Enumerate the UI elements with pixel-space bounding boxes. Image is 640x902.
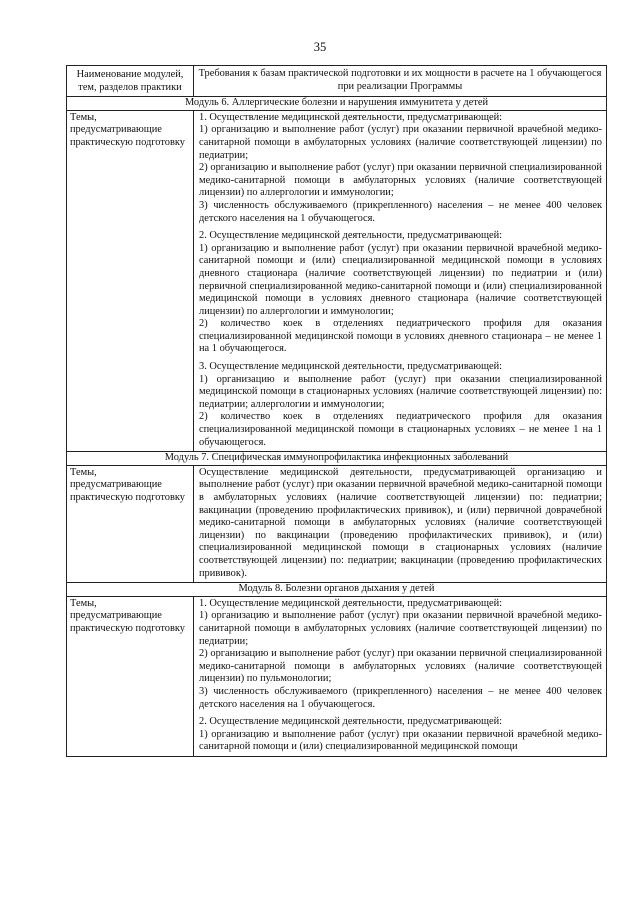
requirement-paragraph: 2) количество коек в отделениях педиатрического профиля для оказания специализированной медицинской помощи в условиях дневного стационара – не менее 1 на 1 обучающегося. <box>199 318 602 355</box>
requirement-paragraph: Осуществление медицинской деятельности, предусматривающей организацию и выполнение работ (услуг) при оказании первичной врачебной медико-санитарной помощи в амбулаторных условиях (наличие соответствующей лицензии) по: педиатрии; вакцинации (проведению профилактических прививок), и (или) первичной доврачебной медико-санитарной помощи в амбулаторных условиях (наличие соответствующей лицензии) по вакцинации (проведению профилактических прививок), и (или) специализированной медицинской помощи в стационарных условиях (наличие соответствующей лицензии) по: педиатрии; вакцинации (проведению профилактических прививок). <box>199 466 602 579</box>
requirement-block <box>199 361 602 449</box>
requirement-paragraph: 1. Осуществление медицинской деятельности, предусматривающей: <box>199 597 503 609</box>
header-requirements: Требования к базам практической подготовки и их мощности в расчете на 1 обучающегося при реализации Программы <box>194 66 607 97</box>
requirement-paragraph: 2. Осуществление медицинской деятельности, предусматривающей: <box>199 230 503 242</box>
requirement-block <box>199 467 602 580</box>
table-body <box>67 97 607 757</box>
requirement-paragraph: 1) организацию и выполнение работ (услуг) при оказании специализированной медицинской помощи в стационарных условиях (наличие соответствующей лицензии) по: педиатрии; аллергологии и иммунологии; <box>199 373 602 410</box>
requirement-block <box>199 230 602 356</box>
requirement-paragraph: 2) количество коек в отделениях педиатрического профиля для оказания специализированной медицинской помощи в стационарных условиях – не менее 1 на 1 обучающегося. <box>199 411 602 448</box>
module-title: Модуль 8. Болезни органов дыхания у детей <box>67 583 607 597</box>
requirement-paragraph: 2. Осуществление медицинской деятельности, предусматривающей: <box>199 716 503 728</box>
practice-topics-label: Темы, предусматривающие практическую подготовку <box>67 596 194 756</box>
requirement-block <box>199 598 602 711</box>
requirements-cell <box>194 110 607 451</box>
table-header-row <box>67 66 607 97</box>
requirements-cell <box>194 465 607 582</box>
module-title-row <box>67 452 607 466</box>
module-content-row <box>67 110 607 451</box>
practice-topics-label: Темы, предусматривающие практическую подготовку <box>67 110 194 451</box>
requirement-paragraph: 1. Осуществление медицинской деятельности, предусматривающей: <box>199 111 503 123</box>
module-content-row <box>67 596 607 756</box>
requirement-paragraph: 3. Осуществление медицинской деятельности, предусматривающей: <box>199 361 503 373</box>
module-title-row <box>67 583 607 597</box>
requirement-paragraph: 3) численность обслуживаемого (прикрепленного) населения – не менее 400 человек детского населения на 1 обучающегося. <box>199 685 602 710</box>
requirement-paragraph: 1) организацию и выполнение работ (услуг) при оказании первичной врачебной медико-санитарной помощи и (или) специализированной медицинской помощи <box>199 728 602 753</box>
page-number: 35 <box>313 40 327 54</box>
requirement-block <box>199 112 602 225</box>
practice-topics-label: Темы, предусматривающие практическую подготовку <box>67 465 194 582</box>
requirements-cell <box>194 596 607 756</box>
module-title-row <box>67 97 607 111</box>
requirement-paragraph: 1) организацию и выполнение работ (услуг) при оказании первичной врачебной медико-санитарной помощи и (или) специализированной медицинской помощи в условиях дневного стационара (наличие соответствующей лицензии) по педиатрии и (или) первичной специализированной медико-санитарной помощи и (или) специализированной медицинской помощи в условиях дневного стационара (наличие соответствующей лицензии) по аллергологии и иммунологии; <box>199 242 602 317</box>
module-content-row <box>67 465 607 582</box>
requirement-paragraph: 1) организацию и выполнение работ (услуг) при оказании первичной врачебной медико-санитарной помощи в амбулаторных условиях (наличие соответствующей лицензии) по педиатрии; <box>199 610 602 647</box>
requirement-paragraph: 1) организацию и выполнение работ (услуг) при оказании первичной врачебной медико-санитарной помощи в амбулаторных условиях (наличие соответствующей лицензии) по педиатрии; <box>199 124 602 161</box>
requirement-block <box>199 716 602 754</box>
module-title: Модуль 6. Аллергические болезни и нарушения иммунитета у детей <box>67 97 607 111</box>
module-title: Модуль 7. Специфическая иммунопрофилактика инфекционных заболеваний <box>67 452 607 466</box>
requirements-table <box>66 65 607 757</box>
requirement-paragraph: 2) организацию и выполнение работ (услуг) при оказании первичной специализированной медико-санитарной помощи в амбулаторных условиях (наличие соответствующей лицензии) по аллергологии и иммунологии; <box>199 162 602 199</box>
requirement-paragraph: 2) организацию и выполнение работ (услуг) при оказании первичной специализированной медико-санитарной помощи в амбулаторных условиях (наличие соответствующей лицензии) по пульмонологии; <box>199 648 602 685</box>
requirement-paragraph: 3) численность обслуживаемого (прикрепленного) населения – не менее 400 человек детского населения на 1 обучающегося. <box>199 199 602 224</box>
header-modules: Наименование модулей, тем, разделов практики <box>67 66 194 97</box>
